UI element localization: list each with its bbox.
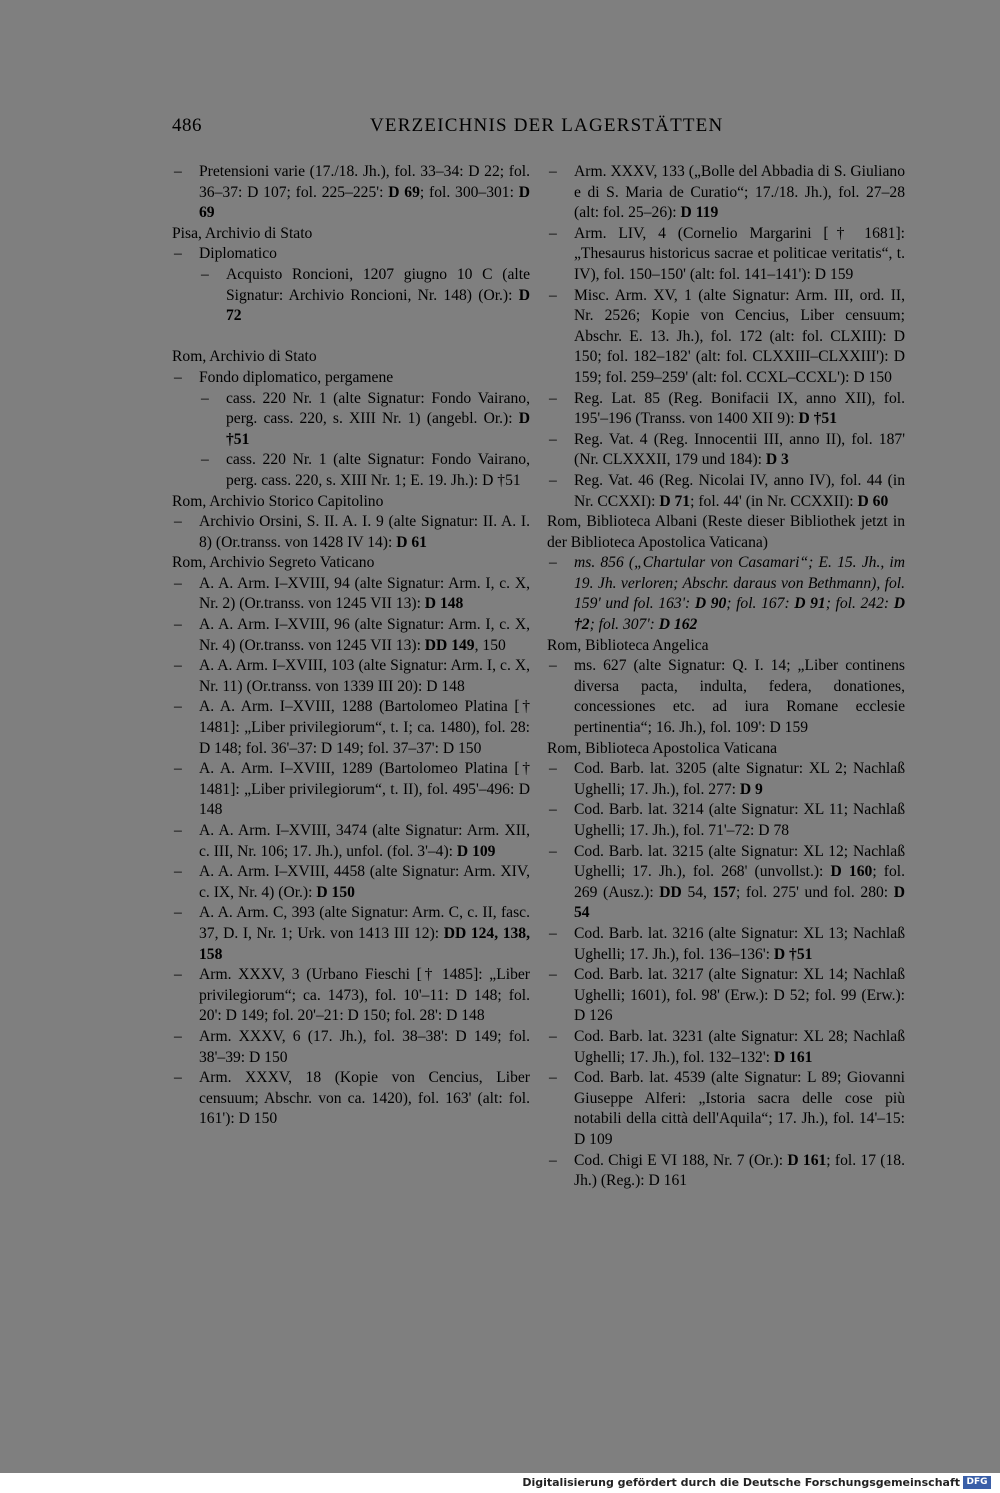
catalog-entry: [547, 800, 905, 841]
catalog-entry: [547, 842, 905, 924]
entry-text: Cod. Barb. lat. 3205 (alte Signatur: XL 2; Nachlaß Ughelli; 17. Jh.), fol. 277:: [574, 760, 905, 798]
archive-heading: [172, 347, 530, 368]
archive-heading: [547, 636, 905, 657]
document-reference: D 91: [794, 595, 826, 613]
catalog-entry: [172, 615, 530, 656]
entry-text: Rom, Archivio di Stato: [172, 348, 317, 366]
catalog-entry: [547, 553, 905, 635]
document-reference: D †2: [574, 595, 905, 634]
document-reference: D 69: [199, 183, 530, 222]
archive-heading: [547, 512, 905, 553]
document-reference: D 69: [388, 183, 420, 201]
entry-text: ; fol. 275' und fol. 280:: [735, 883, 894, 901]
dfg-logo-icon: DFG: [963, 1476, 991, 1489]
entry-text: Pretensioni varie (17./18. Jh.), fol. 33–34: D 22; fol. 36–37: D 107; fol. 225–225':: [199, 163, 530, 201]
archive-heading: [172, 492, 530, 513]
funding-credit: Digitalisierung gefördert durch die Deutsche Forschungsgemeinschaft: [522, 1476, 960, 1489]
entry-text: Rom, Biblioteca Angelica: [547, 636, 709, 654]
entry-text: A. A. Arm. I–XVIII, 103 (alte Signatur: Arm. I, c. X, Nr. 11) (Or.transs. von 1339 III 20): D 148: [199, 657, 530, 695]
catalog-entry: [172, 389, 530, 451]
catalog-entry: [172, 656, 530, 697]
entry-text: Cod. Barb. lat. 3217 (alte Signatur: XL 14; Nachlaß Ughelli; 1601), fol. 98' (Erw.): D 52; fol. 99 (Erw.): D 126: [574, 966, 905, 1025]
catalog-entry: [547, 759, 905, 800]
entry-text: Pisa, Archivio di Stato: [172, 224, 313, 242]
catalog-entry: [547, 965, 905, 1027]
entry-text: Arm. XXXV, 18 (Kopie von Cencius, Liber censuum; Abschr. von ca. 1420), fol. 163' (alt: fol. 161'): D 150: [199, 1069, 530, 1128]
catalog-entry: [547, 224, 905, 286]
catalog-entry: [172, 697, 530, 759]
entry-text: A. A. Arm. I–XVIII, 1288 (Bartolomeo Platina [† 1481]: „Liber privilegiorum“, t. I; ca. 1480), fol. 28: D 148; fol. 36'–37: D 149; fol. 37–37': D 150: [199, 698, 530, 757]
catalog-entry: [172, 450, 530, 491]
entry-text: Rom, Biblioteca Apostolica Vaticana: [547, 739, 778, 757]
document-reference: D 61: [396, 533, 427, 551]
document-reference: DD: [659, 883, 682, 901]
entry-text: A. A. Arm. I–XVIII, 3474 (alte Signatur: Arm. XII, c. III, Nr. 106; 17. Jh.), unfol. (fol. 3'–4):: [199, 822, 530, 860]
entry-text: Cod. Barb. lat. 3231 (alte Signatur: XL 28; Nachlaß Ughelli; 17. Jh.), fol. 132–132':: [574, 1027, 905, 1066]
catalog-entry: [547, 389, 905, 430]
entry-text: Reg. Vat. 46 (Reg. Nicolai IV, anno IV), fol. 44 (in Nr. CCXXI):: [574, 471, 905, 510]
catalog-entry: [547, 924, 905, 965]
running-head: VERZEICHNIS DER LAGERSTÄTTEN: [370, 115, 724, 136]
archive-heading: [172, 224, 530, 245]
entry-text: Cod. Barb. lat. 3215 (alte Signatur: XL 12; Nachlaß Ughelli; 17. Jh.), fol. 268' (unvollst.):: [574, 842, 905, 881]
catalog-entry: [547, 430, 905, 471]
entry-text: Rom, Archivio Storico Capitolino: [172, 492, 384, 510]
catalog-entry: [547, 1151, 905, 1192]
catalog-entry: [547, 162, 905, 224]
entry-text: ; fol. 44' (in Nr. CCXXII):: [690, 492, 858, 510]
document-reference: DD 124, 138, 158: [199, 924, 530, 963]
entry-text: ; fol. 17 (18. Jh.) (Reg.): D 161: [574, 1151, 905, 1190]
catalog-entry: [547, 471, 905, 512]
document-reference: DD 149: [424, 636, 475, 654]
entry-text: 54,: [681, 883, 713, 901]
entry-text: Rom, Biblioteca Albani (Reste dieser Bibliothek jetzt in der Biblioteca Apostolica Vaticana): [547, 513, 905, 551]
entry-text: Arm. LIV, 4 (Cornelio Margarini [† 1681]: „Thesaurus historicus sacrae et politicae veritatis“, t. IV), fol. 150–150' (alt: fol. 141–141'): D 159: [574, 224, 905, 283]
entry-text: Arm. XXXV, 3 (Urbano Fieschi [† 1485]: „Liber privilegiorum“; ca. 1473), fol. 10'–11: D 148; fol. 20': D 149; fol. 20'–21: D 150; fol. 28': D 148: [199, 966, 530, 1025]
document-reference: D 161: [787, 1151, 827, 1169]
document-reference: D †51: [773, 945, 813, 963]
entry-text: ms. 856 („Chartular von Casamari“; E. 15. Jh., im 19. Jh. verloren; Abschr. daraus von Bethmann), fol. 159' und fol. 163':: [574, 554, 905, 613]
document-reference: D 148: [424, 595, 464, 613]
document-reference: D 3: [765, 451, 789, 469]
catalog-entry: [547, 1027, 905, 1068]
entry-text: ; fol. 300–301:: [419, 183, 519, 201]
entry-text: ms. 627 (alte Signatur: Q. I. 14; „Liber continens diversa pacta, indulta, federa, donationes, concessiones etc. ad iura Romane ecclesie pertinentia“; 16. Jh.), fol. 109': D 159: [574, 657, 905, 737]
document-reference: 157: [712, 883, 736, 901]
entry-text: Acquisto Roncioni, 1207 giugno 10 C (alte Signatur: Archivio Roncioni, Nr. 148) (Or.):: [226, 265, 530, 304]
entry-text: Fondo diplomatico, pergamene: [199, 368, 394, 386]
entry-text: Cod. Chigi E VI 188, Nr. 7 (Or.):: [574, 1151, 788, 1169]
document-reference: D 162: [658, 616, 698, 634]
document-reference: D 60: [857, 492, 889, 510]
catalog-entry: [172, 1027, 530, 1068]
entry-text: Cod. Barb. lat. 4539 (alte Signatur: L 89; Giovanni Giuseppe Alferi: „Istoria sacra delle cose più notabili della città dell'Aquila“; 17. Jh.), fol. 14'–15: D 109: [574, 1069, 905, 1148]
entry-text: ; fol. 167:: [726, 595, 795, 613]
entry-text: cass. 220 Nr. 1 (alte Signatur: Fondo Vairano, perg. cass. 220, s. XIII Nr. 1) (angebl. Or.):: [226, 389, 530, 428]
entry-text: Arm. XXXV, 133 („Bolle del Abbadia di S. Giuliano e di S. Maria de Curatio“; 17./18. Jh.), fol. 27–28 (alt: fol. 25–26):: [574, 163, 905, 222]
entry-text: Rom, Archivio Segreto Vaticano: [172, 554, 375, 572]
catalog-entry: [172, 903, 530, 965]
right-column: [547, 162, 905, 1192]
document-reference: D 9: [739, 780, 763, 798]
entry-text: Reg. Lat. 85 (Reg. Bonifacii IX, anno XII), fol. 195'–196 (Transs. von 1400 XII 9):: [574, 389, 905, 428]
catalog-entry: [172, 265, 530, 327]
entry-text: ; fol. 269 (Ausz.):: [574, 863, 905, 901]
catalog-entry: [547, 656, 905, 738]
catalog-entry: [172, 574, 530, 615]
left-column: [172, 162, 530, 1130]
document-reference: D †51: [798, 410, 838, 428]
entry-text: Diplomatico: [199, 245, 277, 263]
catalog-entry: [172, 862, 530, 903]
catalog-entry: [172, 965, 530, 1027]
document-reference: D 72: [226, 286, 530, 325]
entry-text: A. A. Arm. I–XVIII, 94 (alte Signatur: Arm. I, c. X, Nr. 2) (Or.transs. von 1245 VII 13):: [199, 574, 530, 613]
document-reference: D 161: [773, 1048, 813, 1066]
archive-heading: [547, 739, 905, 760]
document-reference: D 109: [456, 842, 496, 860]
entry-text: A. A. Arm. I–XVIII, 4458 (alte Signatur: Arm. XIV, c. IX, Nr. 4) (Or.):: [199, 863, 530, 901]
document-reference: D 90: [694, 595, 727, 613]
document-reference: D 160: [830, 863, 873, 881]
catalog-entry: [172, 512, 530, 553]
entry-text: Misc. Arm. XV, 1 (alte Signatur: Arm. III, ord. II, Nr. 2526; Kopie von Cencius, Liber censuum; Abschr. E. 13. Jh.), fol. 172 (alt: fol. CLXIII): D 150; fol. 182–182' (alt: fol. CLXXIII–CLXXIII'): D 159; fol. 259–259' (alt: fol. CCXL–CCXL'): D 150: [574, 286, 905, 386]
entry-text: Arm. XXXV, 6 (17. Jh.), fol. 38–38': D 149; fol. 38'–39: D 150: [199, 1027, 530, 1066]
catalog-entry: [172, 368, 530, 389]
document-reference: D 71: [659, 492, 691, 510]
document-reference: D 150: [316, 883, 355, 901]
entry-text: ; fol. 307':: [589, 616, 659, 634]
catalog-entry: [172, 244, 530, 265]
catalog-entry: [172, 1068, 530, 1130]
entry-text: Reg. Vat. 4 (Reg. Innocentii III, anno II), fol. 187' (Nr. CLXXXII, 179 und 184):: [574, 430, 905, 469]
entry-text: A. A. Arm. C, 393 (alte Signatur: Arm. C, c. II, fasc. 37, D. I, Nr. 1; Urk. von 1413 III 12):: [199, 904, 530, 942]
document-reference: D 54: [574, 883, 906, 922]
entry-text: A. A. Arm. I–XVIII, 1289 (Bartolomeo Platina [† 1481]: „Liber privilegiorum“, t. II), fol. 495'–496: D 148: [199, 760, 530, 819]
footer-bar: [0, 1473, 1000, 1493]
catalog-entry: [547, 1068, 905, 1150]
catalog-entry: [172, 759, 530, 821]
entry-text: ; fol. 242:: [825, 595, 894, 613]
entry-text: A. A. Arm. I–XVIII, 96 (alte Signatur: Arm. I, c. X, Nr. 4) (Or.transs. von 1245 VII 13):: [199, 616, 530, 654]
catalog-entry: [172, 162, 530, 224]
catalog-entry: [547, 286, 905, 389]
entry-text: , 150: [474, 636, 506, 654]
entry-text: Cod. Barb. lat. 3214 (alte Signatur: XL 11; Nachlaß Ughelli; 17. Jh.), fol. 71'–72: D 78: [574, 801, 905, 839]
document-reference: D †51: [226, 410, 530, 448]
document-reference: D 119: [680, 204, 719, 222]
page-number: 486: [172, 115, 202, 136]
entry-text: Cod. Barb. lat. 3216 (alte Signatur: XL 13; Nachlaß Ughelli; 17. Jh.), fol. 136–136':: [574, 924, 905, 963]
entry-text: cass. 220 Nr. 1 (alte Signatur: Fondo Vairano, perg. cass. 220, s. XIII Nr. 1; E. 19. Jh.): D †51: [226, 451, 530, 489]
catalog-entry: [172, 821, 530, 862]
archive-heading: [172, 553, 530, 574]
entry-text: Archivio Orsini, S. II. A. I. 9 (alte Signatur: II. A. I. 8) (Or.transs. von 1428 IV 14):: [199, 513, 530, 551]
